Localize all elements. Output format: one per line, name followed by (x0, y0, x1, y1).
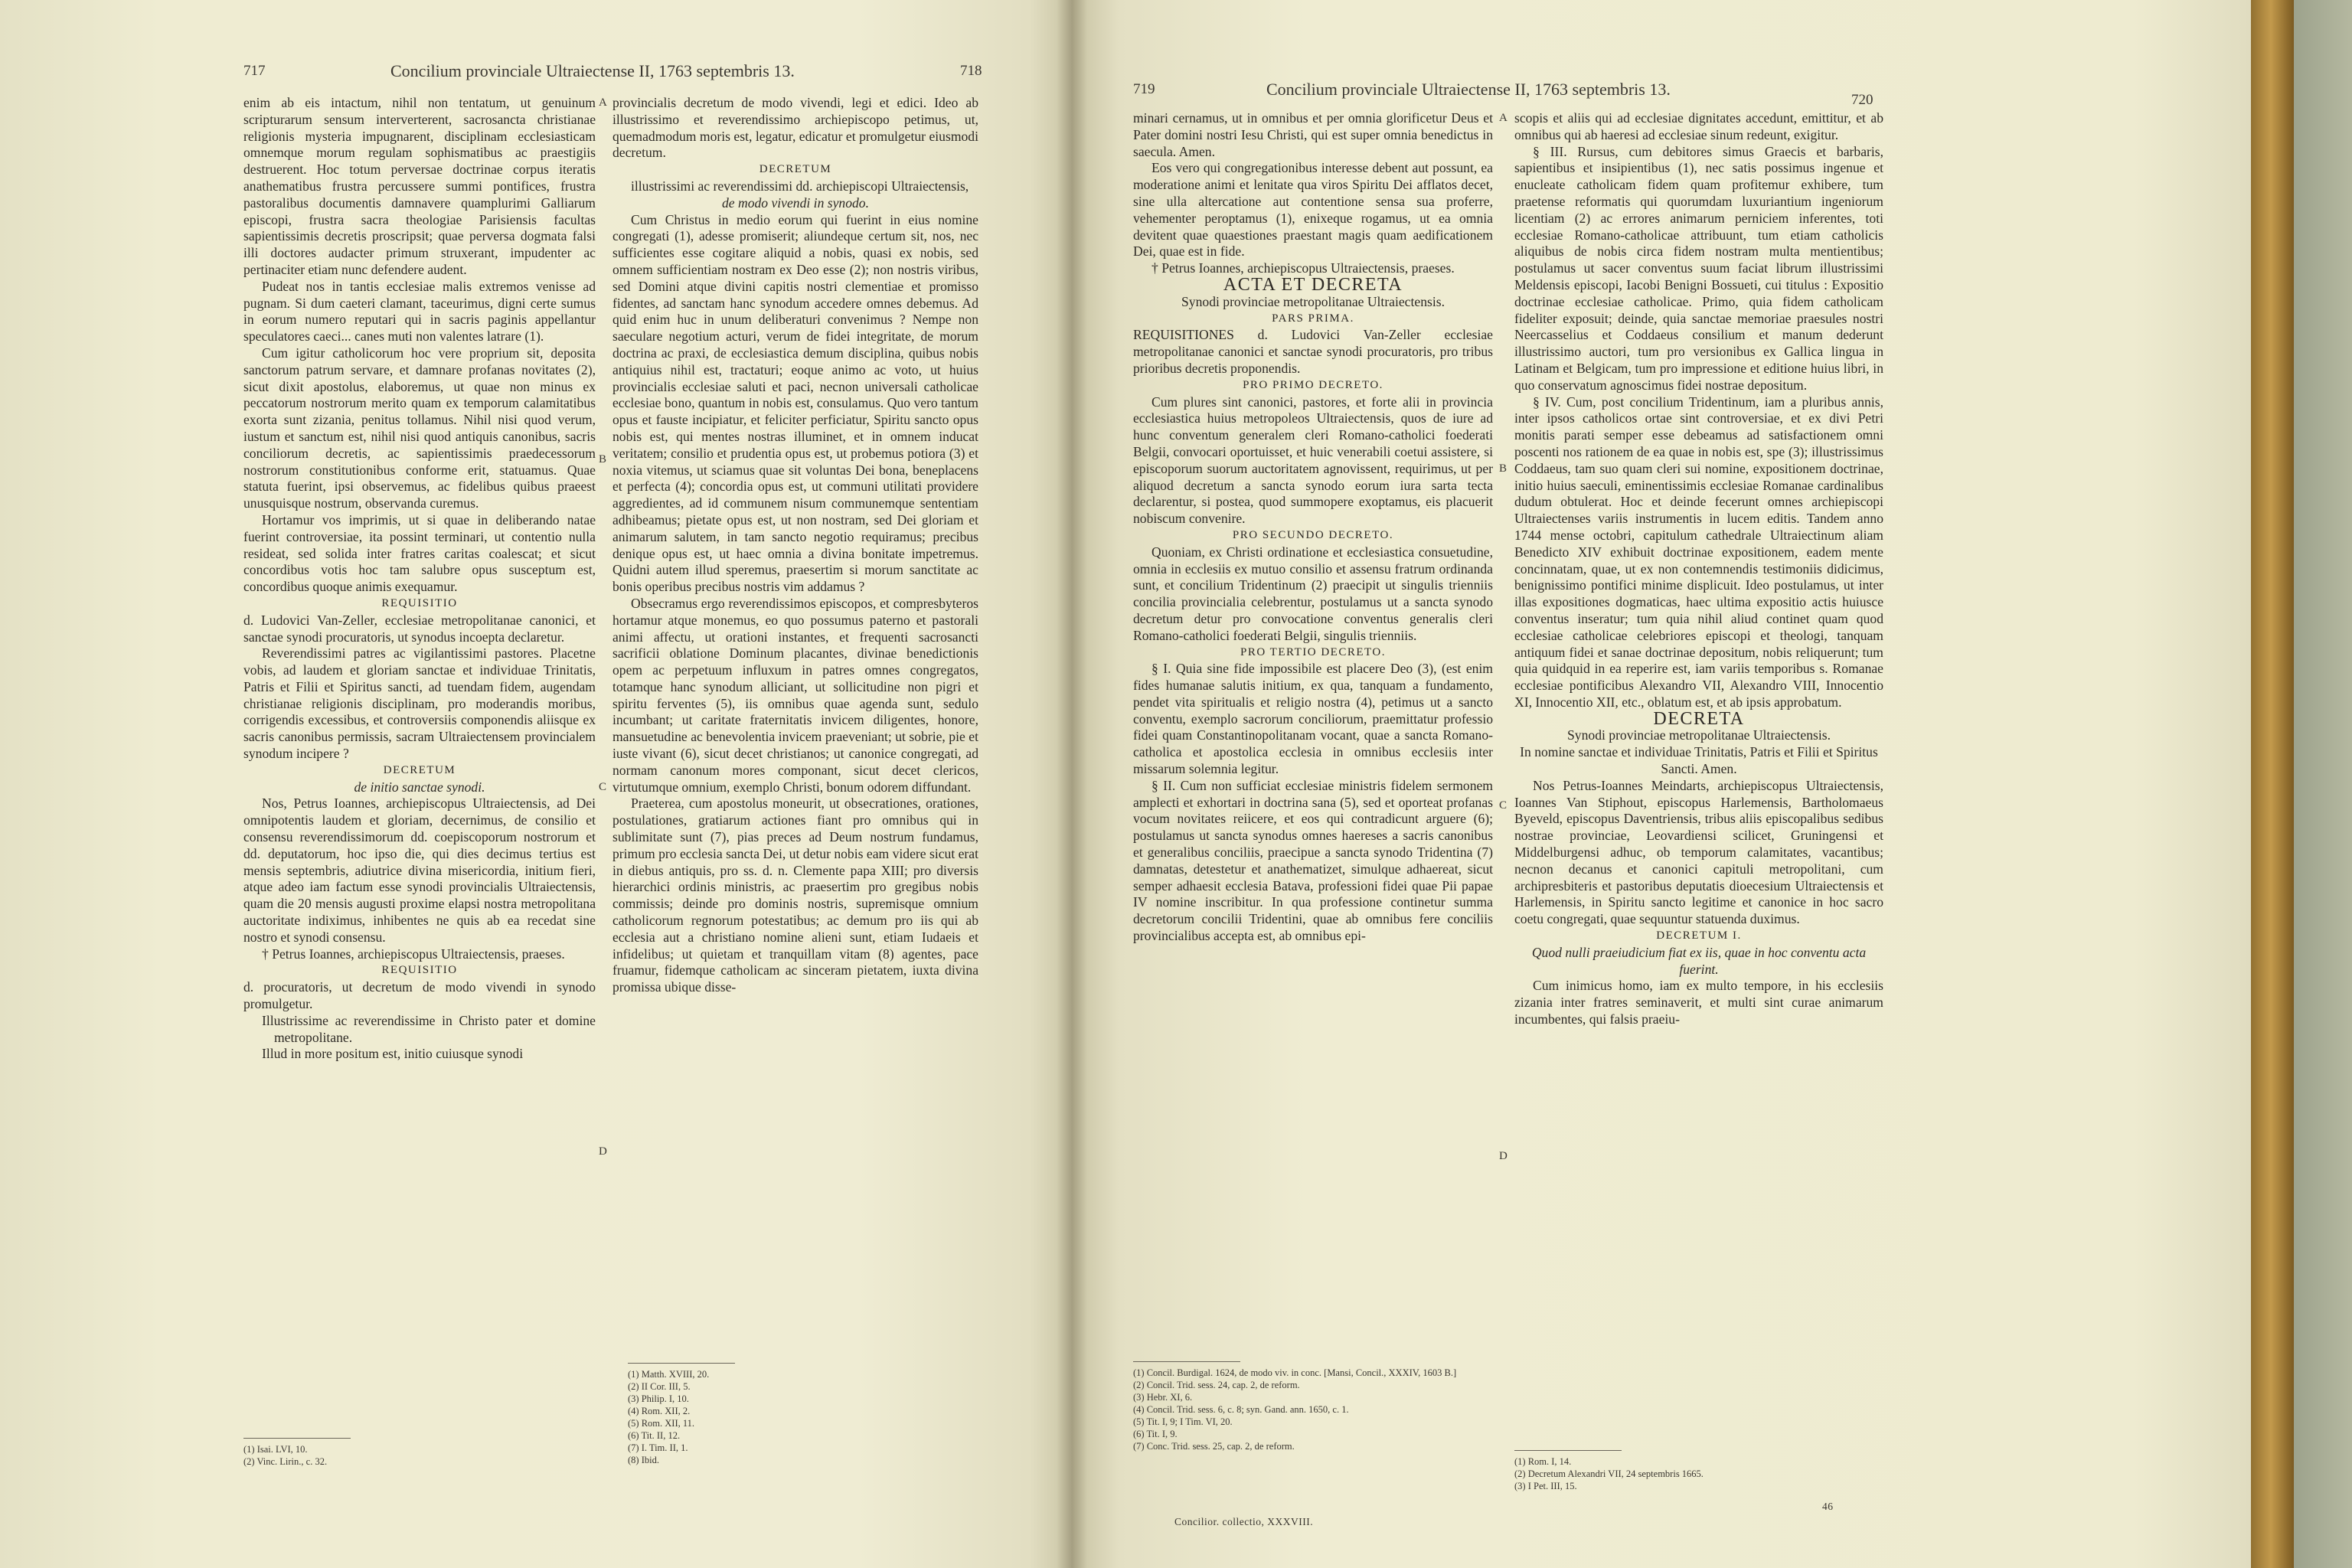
right-column-2 (1514, 110, 1883, 1028)
paragraph: Illud in more positum est, initio cuiusque synodi (262, 1046, 524, 1062)
running-head: Concilium provinciale Ultraiectense II, 1763 septembris 13. (390, 61, 795, 80)
footnote: (2) II Cor. III, 5. (628, 1381, 691, 1392)
footnotes (243, 1438, 351, 1468)
paragraph: minari cernamus, ut in omnibus et per omnia glorificetur Deus et Pater domini nostri Iesu Christi, qui est super omnia benedictus in saecula. Amen. (1133, 110, 1493, 159)
footnote: (8) Ibid. (628, 1455, 659, 1465)
footnote: (1) Concil. Burdigal. 1624, de modo viv. in conc. [Mansi, Concil., XXXIV, 1603 B.] (1133, 1367, 1457, 1378)
margin-letter: B (1499, 462, 1508, 475)
left-page (0, 0, 1072, 1568)
page-number: 719 (1133, 81, 1155, 97)
signature-line: Concilior. collectio, XXXVIII. (1174, 1516, 1314, 1527)
footnote: (5) Rom. XII, 11. (628, 1418, 695, 1429)
book-cover-edge (2248, 0, 2294, 1568)
paragraph: enim ab eis intactum, nihil non tentatum, ut genuinum scripturarum sensum interverterent, sacrosancta christianae religionis mysteria impugnarent, disciplinam ecclesiasticam omnemque morum regulam sophismatibus ac praestigiis destruerent. Hoc totum perversae doctrinae corpus iteratis anathematibus frustra percussere summi pontifices, frustra pastoralibus documentis damnavere quamplurimi Galliarum episcopi, frustra sacra theologiae Parisiensis facultas sapientissimis decretis proscripsit; quae perversa dogmata falsi illi doctores audacter primum struxerant, impudenter ac pertinaciter etiam nunc defendere audent. (243, 95, 596, 277)
section-heading: PRO SECUNDO DECRETO. (1232, 528, 1394, 541)
paragraph: § I. Quia sine fide impossibile est placere Deo (3), (est enim fides humanae salutis initium, ex qua, tanquam a fundamento, pendet vita spiritualis et religio nostra (4), petimus ut a sancto conventu, exemplo sacrorum conciliorum, praemittatur professio fidei quam Constantinopolitanam vocant, quae a sancta Romano-catholica et apostolica ecclesia in omnibus ecclesiis inter missarum solemnia legitur. (1133, 661, 1493, 777)
page-number: 718 (960, 63, 982, 79)
footnote: (3) Hebr. XI, 6. (1133, 1392, 1193, 1403)
paragraph: Quoniam, ex Christi ordinatione et ecclesiastica consuetudine, omnia in ecclesiis ex mutuo consilio et assensu fratrum ordinanda sunt, et concilium Tridentinum (2) praecipit ut singulis trienniis concilia provincialia celebrentur, postulamus ut a sancta synodo decretum detur pro convocatione conventus generalis cleri Romano-catholici foederati Belgii, singulis trienniis. (1133, 544, 1493, 643)
margin-letter: A (599, 96, 607, 109)
footnote-rule (1514, 1450, 1622, 1451)
paragraph: Cum plures sint canonici, pastores, et forte alii in provincia ecclesiastica huius metropoleos Ultraiectensis, quos de iure ad hunc conventum generalem cleri Romano-catholici foederati Belgii, convocari oportuisset, et huic venerabili coetui assistere, si episcoporum suorum auctoritatem agnovissent, requirimus, ut per aliquod decretum a sancta synodo eorum iura sarta tecta declarentur, si postea, quod summopere exoptamus, eis placuerit nobiscum convenire. (1133, 394, 1493, 527)
paragraph: Nos, Petrus Ioannes, archiepiscopus Ultraiectensis, ad Dei omnipotentis laudem et gloriam, decernimus, de consilio et consensu reverendissimorum dd. coepiscoporum nostrorum et dd. deputatorum, hoc ipso die, qui dies decimus tertius est mensis septembris, adiutrice divina misericordia, initium fieri, atque adeo iam factum esse synodi provincialis Ultraiectensis, quam die 20 mensis augusti proxime elapsi nostra metropolitana auctoritate indiximus, inhibentes ne quis ab ea recedat sine nostro et synodi consensu. (243, 795, 596, 945)
footnote: (2) Concil. Trid. sess. 24, cap. 2, de reform. (1133, 1380, 1300, 1390)
paragraph: § IV. Cum, post concilium Tridentinum, iam a pluribus annis, inter ipsos catholicos ortae sint controversiae, et ex divi Petri monitis parati semper esse debeamus ad satisfactionem omni poscenti nos rationem de ea quae in nobis est, spe (3); illustrissimus Coddaeus, tam suo quam cleri sui nomine, expositionem doctrinae, initio huius saeculi, eminentissimis ecclesiae Romanae cardinalibus dudum obtulerat. Hoc et deinde fecerunt omnes archiepiscopi Ultraiectenses variis instrumentis in lucem editis. Tandem anno 1744 mense octobri, capitulum cathedrale Ultraiectinum aliam Benedicto XIV exhibuit doctrinae expositionem, eadem mente concinnatam, quae, ut ex non contemnendis testimoniis didicimus, benignissimo pontifici minime displicuit. Ideo postulamus, ut inter illas expositiones dogmaticas, haec ultima expositio actis huiusce conventus inseratur; tum quia nihil aliud continet quam quod ecclesiae catholicae celebriores episcopi et theologi, tanquam antiquum fidei et sanae doctrinae depositum, nobis reliquerunt; tum quia quidquid in ea reperire est, iam variis temporibus s. Romanae ecclesiae pontificibus Alexandro VII, Alexandro VIII, Innocentio XI, Innocentio XII, etc., oblatum est, et ab ipsis approbatum. (1514, 394, 1883, 710)
paragraph: Nos Petrus-Ioannes Meindarts, archiepiscopus Ultraiectensis, Ioannes Van Stiphout, episcopus Harlemensis, Bartholomaeus Byeveld, episcopus Daventriensis, tribus aliis episcopalibus sedibus nostrae provinciae, Leovardiensi scilicet, Gruningensi et Middelburgensi adhuc, ob temporum calamitates, vacantibus; necnon decanus et canonici capituli metropolitani, cum archipresbiteris et pastoribus deputatis dioecesium Ultraiectensis et Harlemensis, in Spiritu sancto legitime et canonice in hoc sacro coetu congregati, quae sequuntur statuenda duximus. (1514, 777, 1883, 927)
section-heading: REQUISITIO (381, 596, 458, 609)
section-heading: DECRETUM I. (1656, 929, 1742, 942)
margin-letter: C (1499, 799, 1508, 812)
section-heading: DECRETUM (759, 163, 832, 176)
footnote: (7) Conc. Trid. sess. 25, cap. 2, de reform. (1133, 1441, 1295, 1452)
paragraph: Cum inimicus homo, iam ex multo tempore, in his ecclesiis zizania inter fratres seminaverit, et multi sint curae animarum incumbentes, qui falsis praeiu- (1514, 978, 1883, 1027)
section-subtitle: Quod nulli praeiudicium fiat ex iis, quae in hoc conventu acta fuerint. (1531, 944, 1867, 977)
section-subtitle: de modo vivendi in synodo. (721, 194, 870, 211)
footnotes (1133, 1361, 1456, 1452)
paragraph: d. procuratoris, ut decretum de modo vivendi in synodo promulgetur. (243, 979, 596, 1012)
paragraph: Obsecramus ergo reverendissimos episcopos, et compresbyteros hortamur atque monemus, eo quo possumus paterno et pastorali animi affectu, ut orationi instantes, et frequenti sacrosancti sacrificii oblatione Dominum placantes, divinae benedictionis opem ac perpetuum influxum in patres omnes congregatos, totamque hanc synodum alliciant, ut sollicitudine non pigri et spiritu ferventes (5), iis omnibus quae agenda sunt, sedulo incumbant; ut caritate fraternitatis invicem diligentes, honore, mansuetudine ac benevolentia invicem praeveniant; ut sobrie, pie et iuste vivant (6), sicut decet christianos; ut canonice congregati, ad normam canonum mores componant, sicut decet clericos, virtutumque omnium, exemplo Christi, bonum odorem diffundant. (612, 595, 978, 795)
signature: † Petrus Ioannes, archiepiscopus Ultraiectensis, praeses. (1152, 260, 1455, 276)
footnote: (1) Matth. XVIII, 20. (628, 1369, 710, 1380)
footnote: (6) Tit. II, 12. (628, 1430, 681, 1441)
margin-letter: A (1499, 112, 1508, 124)
section-heading: PARS PRIMA. (1272, 312, 1354, 325)
section-heading: DECRETUM (383, 763, 456, 776)
paragraph: scopis et aliis qui ad ecclesiae dignitates accedunt, emittitur, et ab omnibus qui ab haeresi ad ecclesiae sinum redeunt, exigitur. (1514, 110, 1883, 142)
paragraph: Reverendissimi patres ac vigilantissimi pastores. Placetne vobis, ad laudem et gloriam sanctae et individuae Trinitatis, Patris et Filii et Spiritus sancti, ad tuendam fidem, augendam christianae religionis disciplinam, pro moderandis moribus, corrigendis excessibus, et controversiis componendis aliisque ex sacris canonibus permissis, sacram Ultraiectensem provincialem synodum incipere ? (243, 645, 596, 762)
section-title: DECRETA (1653, 708, 1745, 729)
footnote: (1) Rom. I, 14. (1514, 1456, 1572, 1467)
footnotes (628, 1363, 735, 1466)
paragraph: Eos vero qui congregationibus interesse debent aut possunt, ea moderatione animi et lenitate qua viros Spiritu Dei afflatos decet, sine ulla altercatione aut contentione sensa sua proferre, vehementer peroptamus (1), enixeque rogamus, ut ea omnia devitent quae quaestiones praestant magis quam aedificationem Dei, quae est in fide. (1133, 160, 1493, 260)
footnote: (2) Decretum Alexandri VII, 24 septembris 1665. (1514, 1468, 1704, 1479)
paragraph: Cum igitur catholicorum hoc vere proprium sit, deposita sanctorum patrum servare, et damnare profanas novitates (2), sicut dixit apostolus, elaboremus, ut quae non minus ex peccatorum nostrorum merito quam ex temporum calamitatibus exorta sunt zizania, penitus tollamus. Nihil nisi quod verum, iustum et sanctum est, nihil nisi quod antiquis canonibus, sacris conciliorum decretis, ac sapientissimis praedecessorum nostrorum constitutionibus conforme erit, statuamus. Quae statuta fuerint, ipsi observemus, ac fidelibus quibus praeest unusquisque nostrum, observanda curemus. (243, 345, 596, 511)
page-number: 720 (1851, 92, 1873, 108)
invocation: In nomine sanctae et individuae Trinitatis, Patris et Filii et Spiritus Sancti. Amen. (1520, 744, 1878, 777)
section-heading: PRO PRIMO DECRETO. (1243, 378, 1383, 391)
paragraph: Pudeat nos in tantis ecclesiae malis extremos venisse ad pugnam. Si dum caeteri clamant, taceurimus, digni certe sumus in eorum numero reputari qui in sacris paginis appellantur speculatores caeci... canes muti non valentes latrare (1). (243, 278, 596, 345)
folio-number: 46 (1822, 1501, 1834, 1512)
paragraph: REQUISITIONES d. Ludovici Van-Zeller ecclesiae metropolitanae canonici et sanctae synodi procuratoris, pro tribus prioribus decretis proponendis. (1133, 327, 1493, 376)
footnote: (7) I. Tim. II, 1. (628, 1442, 688, 1453)
footnotes (1514, 1450, 1704, 1492)
margin-letter: C (599, 781, 607, 793)
address-line: illustrissimi ac reverendissimi dd. archiepiscopi Ultraiectensis, (631, 178, 969, 194)
right-column-1 (1133, 110, 1493, 945)
section-heading: PRO TERTIO DECRETO. (1240, 645, 1386, 658)
paragraph: Praeterea, cum apostolus moneurit, ut obsecrationes, orationes, postulationes, gratiarum actiones fiant pro omnibus qui in sublimitate sunt (7), pias preces ad Deum nostrum fundamus, primum pro ecclesia sancta Dei, ut detur nobis eam videre sicut erat in diebus antiquis, pro ss. d. n. Clemente papa XIII; pro diversis hierarchici ordinis ministris, ac praesertim pro gregibus nobis commissis; deinde pro dominis nostris, supremisque omnium catholicorum regnorum potestatibus; ac demum pro iis qui ab ecclesia aut a christiano nomine alieni sunt, etiam Iudaeis et infidelibus; ut quietam et tranquillam vitam (8) agentes, pace fruamur, fidemque catholicam ac sinceram pietatem, iuxta divina promissa ubique disse- (612, 795, 978, 995)
paragraph: d. Ludovici Van-Zeller, ecclesiae metropolitanae canonici, et sanctae synodi procuratoris, ut synodus incoepta declaretur. (243, 612, 596, 645)
book-gutter (1057, 0, 1087, 1568)
footnote: (2) Vinc. Lirin., c. 32. (243, 1456, 328, 1467)
margin-letter: B (599, 453, 607, 466)
paragraph: § II. Cum non sufficiat ecclesiae ministris fidelem sermonem amplecti et exhortari in doctrina sana (5), sed et oporteat profanas vocum novitates reiicere, et eos qui contradicunt arguere (6); postulamus ut sancta synodus omnes haereses a sacris canonibus et generalibus conciliis, praecipue a sancta synodo Tridentina (7) damnatas, detestetur et anathematizet, simulque adhaereat, sicut semper adhaesit ecclesia Batava, professioni fidei quae Pii papae IV nomine inscribitur. In qua professione continetur summa decretorum concilii Tridentini, quae ab omnibus fere conciliis provincialibus accepta est, ab omnibus epi- (1133, 777, 1493, 944)
signature: † Petrus Ioannes, archiepiscopus Ultraiectensis, praeses. (262, 946, 565, 962)
footnote-rule (243, 1438, 351, 1439)
paragraph: § III. Rursus, cum debitores simus Graecis et barbaris, sapientibus et insipientibus (1), nec satis possimus ingenue et enucleate catholicam fidem quam profitemur exhibere, tum praetense reformatis qui quorumdam luxuriantium ingeniorum licentiam (2) ac errores animarum perniciem inferentes, toti ecclesiae Romano-catholicae attribuunt, tum etiam catholicis aliquibus de nobis circa fidem nostram multa mentientibus; postulamus ut sacer conventus suum faciat librum illustrissimi Meldensis episcopi, Iacobi Benigni Bossueti, cui titulus : Expositio doctrinae ecclesiae catholicae. Primo, quia fidem catholicam fideliter exposuit; deinde, quia sanctae memoriae praesules nostri Neercasselius et Coddaeus consilium et manum dederunt illustrissimo auctori, tum pro versionibus ex Gallica lingua in Latinam et Belgicam, tum pro impressione et editione huius libri, in quo conservatum agnoscimus fidei nostrae depositum. (1514, 143, 1883, 393)
footnote-rule (628, 1363, 735, 1364)
section-subtitle: Synodi provinciae metropolitanae Ultraiectensis. (1567, 727, 1831, 743)
margin-letter: D (1499, 1150, 1508, 1162)
left-column-2 (612, 95, 978, 996)
right-page (1072, 0, 2251, 1568)
footnote: (5) Tit. I, 9; I Tim. VI, 20. (1133, 1416, 1233, 1427)
margin-letter: D (599, 1145, 607, 1158)
footnote: (6) Tit. I, 9. (1133, 1429, 1178, 1439)
footnote: (3) I Pet. III, 15. (1514, 1481, 1577, 1491)
footnote: (4) Concil. Trid. sess. 6, c. 8; syn. Gand. ann. 1650, c. 1. (1133, 1404, 1349, 1415)
address-line: Illustrissime ac reverendissime in Christo pater et domine metropolitane. (262, 1012, 596, 1045)
paragraph: provincialis decretum de modo vivendi, legi et edici. Ideo ab illustrissimo et reverendissimo archiepiscopo petimus, ut, quemadmodum moris est, legatur, edicatur et promulgetur eiusmodi decretum. (612, 95, 978, 161)
section-heading: REQUISITIO (381, 964, 458, 977)
footnote: (1) Isai. LVI, 10. (243, 1444, 308, 1455)
left-column-1 (243, 95, 596, 1063)
footnote: (3) Philip. I, 10. (628, 1393, 689, 1404)
page-number: 717 (243, 63, 266, 79)
footnote-rule (1133, 1361, 1240, 1362)
section-subtitle: de initio sanctae synodi. (354, 779, 485, 795)
paragraph: Hortamur vos imprimis, ut si quae in deliberando natae fuerint controversiae, ita possint terminari, ut contentio nulla resideat, sed solida inter fratres caritas coalescat; et sicut concordibus votis hoc tam salubre opus susceptum est, concordibus quoque animis exequamur. (243, 511, 596, 595)
footnote: (4) Rom. XII, 2. (628, 1406, 691, 1416)
running-head: Concilium provinciale Ultraiectense II, 1763 septembris 13. (1266, 80, 1671, 99)
paragraph: Cum Christus in medio eorum qui fuerint in eius nomine congregati (1), adesse promiserit; aliundeque certum sit, nos, nec sufficientes esse cogitare aliquid a nobis, quasi ex nobis, sed omnem sufficientiam nostram ex Deo esse (2); non nostris viribus, sed Domini atque divini capitis nostri clementiae et promisso fidentes, ad sanctam hanc synodum accedere omnes debemus. Ad quid enim huc in unum deliberaturi convenimus ? Nempe non saeculare negotium acturi, verum de fidei integritate, de morum doctrina ac praxi, de ecclesiastica demum disciplina, quibus nobis antiquius nihil est, tractaturi; eoque animo ac voto, ut huius provincialis ecclesiae saluti et paci, necnon universali catholicae ecclesiae bono, quantum in nobis est, consulamus. Quo vero tantum opus et fauste incipiatur, et feliciter perficiatur, Spiritu sancto opus nobis est, qui mentes nostras illuminet, et in omnem inducat veritatem; consilio et prudentia opus est, ut probemus potiora (3) et noxia vitemus, ut sciamus quae sit voluntas Dei bona, beneplacens et perfecta (4); concordia opus est, ut communi utilitati providere aggredientes, ad id communem nisum communemque sententiam adhibeamus; pietate opus est, ut non nostram, sed Dei gloriam et animarum salutem, in tam sancto negotio requiramus; precibus denique opus est, ut haec omnia a divina bonitate impetremus. Quidni autem illud speremus, praesertim si morum sanctitate ac bonis operibus precibus nostris vim addamus ? (612, 211, 978, 595)
section-subtitle: Synodi provinciae metropolitanae Ultraiectensis. (1181, 293, 1445, 309)
section-title: ACTA ET DECRETA (1223, 274, 1403, 295)
